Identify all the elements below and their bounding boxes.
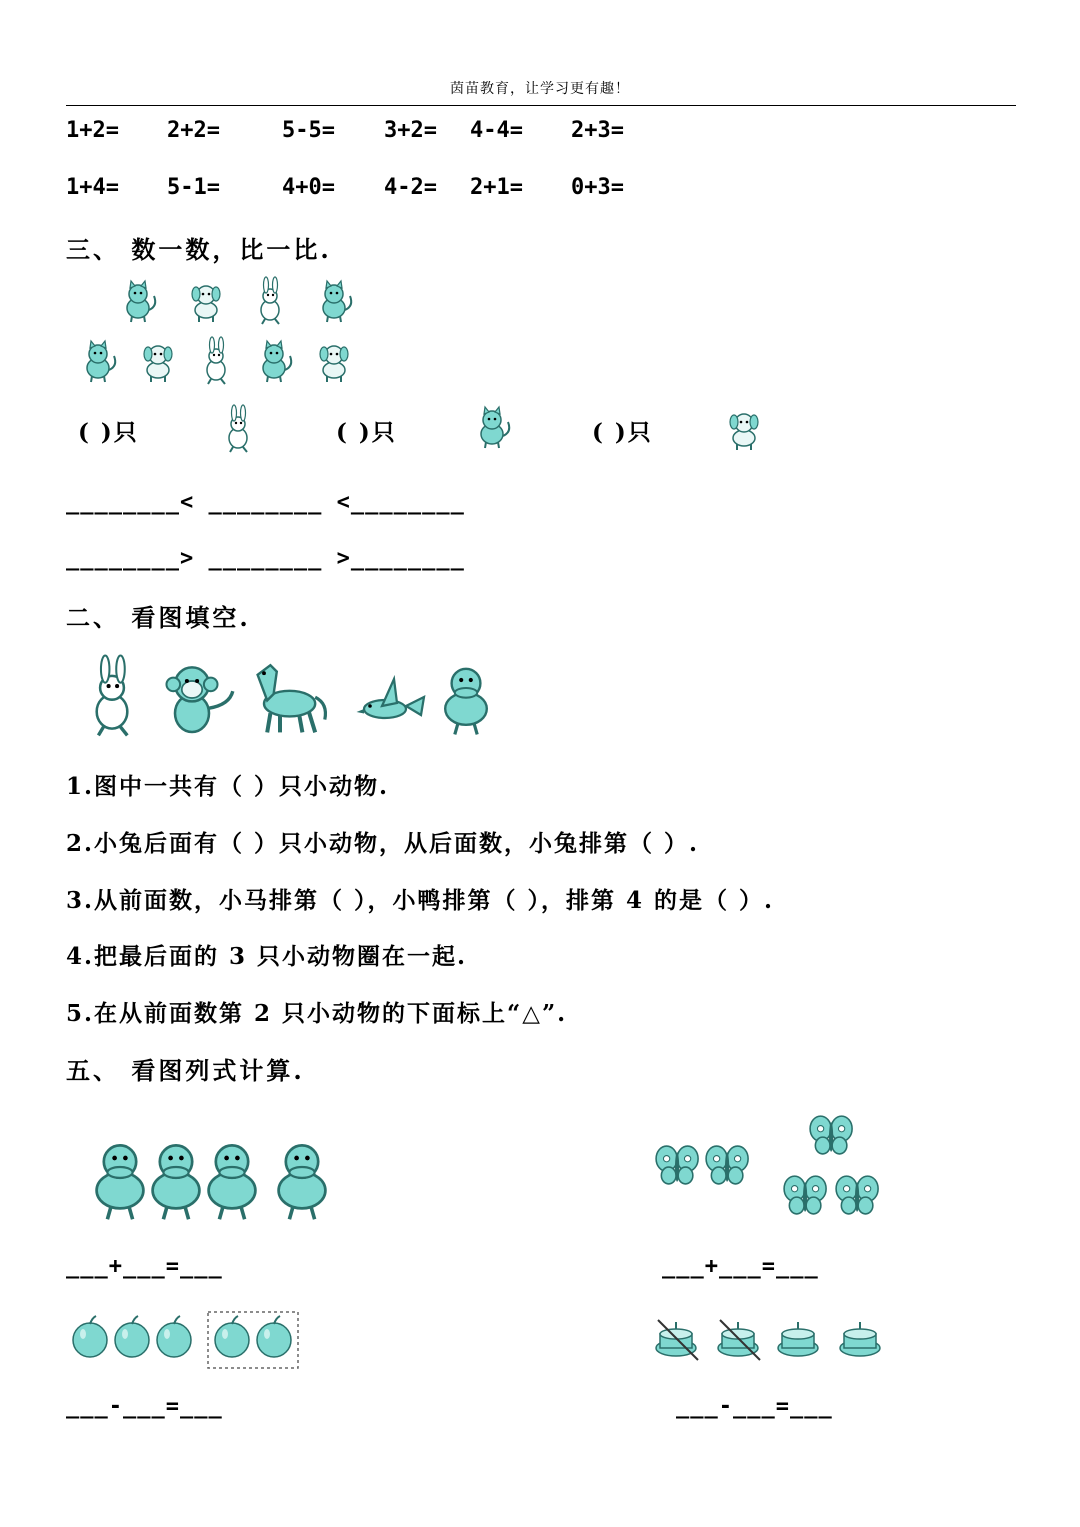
animals-lineup	[78, 658, 498, 748]
answer-blank-puppy[interactable]: ( )只	[592, 419, 653, 446]
equation-blank-sub-left[interactable]: ___-___=___	[66, 1394, 223, 1419]
animals-row-2	[78, 340, 358, 386]
butterflies-picture	[654, 1114, 894, 1224]
equation-blank-sub-right[interactable]: ___-___=___	[676, 1394, 833, 1419]
duck-icon	[445, 669, 487, 735]
equation: 2+1=	[470, 175, 523, 200]
butterfly-icon	[784, 1176, 826, 1214]
compare-less-line[interactable]: ________< ________ <________	[66, 490, 465, 515]
apple-icon	[73, 1316, 107, 1357]
butterfly-icon	[810, 1116, 852, 1154]
duck-icon	[153, 1145, 200, 1219]
puppy-icon	[724, 406, 772, 456]
cat-icon	[87, 341, 115, 382]
cat-icon	[323, 281, 351, 322]
cat-icon	[263, 341, 291, 382]
monkey-icon	[167, 667, 233, 732]
section-title-calc: 五、 看图列式计算.	[66, 1056, 305, 1085]
butterfly-icon	[656, 1146, 698, 1184]
rabbit-icon	[218, 406, 262, 454]
section-title-count: 三、 数一数，比一比.	[66, 235, 332, 264]
question-2: 2.小兔后面有（ ）只小动物，从后面数，小兔排第（ ）.	[66, 830, 700, 857]
duck-icon	[279, 1145, 326, 1219]
apple-icon	[215, 1316, 249, 1357]
equation: 0+3=	[571, 175, 624, 200]
header-divider	[66, 105, 1016, 106]
butterfly-icon	[706, 1146, 748, 1184]
puppy-icon	[192, 286, 220, 322]
answer-blank-cat[interactable]: ( )只	[336, 419, 397, 446]
rabbit-icon	[207, 337, 225, 384]
ducks-picture	[84, 1140, 344, 1226]
rabbit-icon	[261, 277, 279, 324]
question-1: 1.图中一共有（ ）只小动物.	[66, 773, 390, 800]
equation-blank-add-left[interactable]: ___+___=___	[66, 1254, 223, 1279]
duck-icon	[209, 1145, 256, 1219]
cake-icon	[778, 1322, 818, 1356]
equation: 4-2=	[384, 175, 437, 200]
equation: 1+2=	[66, 118, 119, 143]
horse-icon	[258, 665, 326, 732]
compare-greater-line[interactable]: ________> ________ >________	[66, 546, 465, 571]
equation: 4-4=	[470, 118, 523, 143]
equation: 1+4=	[66, 175, 119, 200]
puppy-icon	[144, 346, 172, 382]
apples-picture	[68, 1310, 304, 1372]
page-header: 茵苗教育，让学习更有趣！	[450, 81, 630, 97]
rabbit-icon	[97, 656, 128, 736]
cat-icon	[127, 281, 155, 322]
cakes-picture	[654, 1314, 894, 1374]
animals-row-1	[118, 280, 358, 326]
puppy-icon	[320, 346, 348, 382]
apple-icon	[157, 1316, 191, 1357]
equation-blank-add-right[interactable]: ___+___=___	[662, 1254, 819, 1279]
question-4: 4.把最后面的 3 只小动物圈在一起.	[66, 943, 468, 970]
cat-icon	[472, 404, 520, 454]
cake-icon	[840, 1322, 880, 1356]
bird-icon	[357, 679, 425, 718]
question-3: 3.从前面数，小马排第（ ），小鸭排第（ ），排第 4 的是（ ）.	[66, 887, 775, 914]
equation: 2+2=	[167, 118, 220, 143]
apple-icon	[257, 1316, 291, 1357]
equation: 5-1=	[167, 175, 220, 200]
butterfly-icon	[836, 1176, 878, 1214]
equation: 4+0=	[282, 175, 335, 200]
apple-icon	[115, 1316, 149, 1357]
answer-blank-rabbit[interactable]: ( )只	[78, 419, 139, 446]
duck-icon	[97, 1145, 144, 1219]
question-5: 5.在从前面数第 2 只小动物的下面标上“△”.	[66, 1000, 568, 1027]
section-title-fill: 二、 看图填空.	[66, 603, 251, 632]
equation: 3+2=	[384, 118, 437, 143]
equation: 5-5=	[282, 118, 335, 143]
equation: 2+3=	[571, 118, 624, 143]
